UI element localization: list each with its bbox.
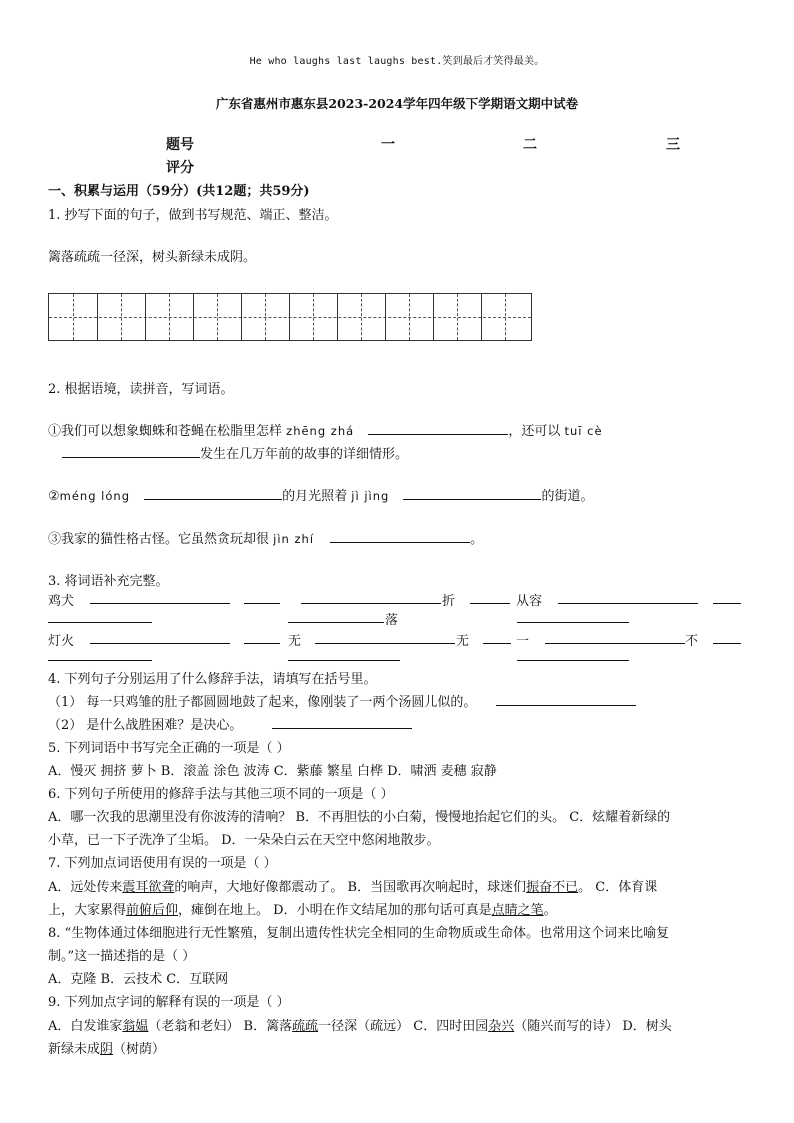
answer-blank[interactable] (713, 603, 741, 604)
q7-underlined-word: 震耳欲聋 (122, 880, 175, 895)
q8-prompt: 8. “生物体通过体细胞进行无性繁殖，复制出遗传性状完全相同的生命物质或生命体。也常用这个词来比喻复 (48, 926, 670, 941)
q7-text: ，瘫倒在地上。 D．小明在作文结尾加的那句话可真是 (178, 903, 492, 918)
q2-item-2-text-b: 的月光照着 (282, 489, 348, 504)
q2-item-1-line-1 (48, 420, 603, 439)
q3-word-bu: 不 (685, 634, 699, 649)
q2-item-1-line-2 (62, 443, 408, 462)
answer-blank[interactable] (545, 643, 685, 644)
q4-sentence-2: （2） 是什么战胜困难？是决心。 (48, 718, 243, 733)
answer-blank[interactable] (330, 529, 470, 543)
q3-word-wu-2: 无 (456, 634, 470, 649)
q2-item-1-text-a: ①我们可以想象蜘蛛和苍蝇在松脂里怎样 (48, 424, 283, 439)
q7-text: 。 C．体育课 (578, 880, 658, 895)
score-table-header-label: 题号 (166, 137, 194, 153)
q3-word-denghuo: 灯火 (48, 634, 75, 649)
q9-underlined-word: 阴 (100, 1042, 114, 1057)
q2-item-2-pinyin-1: méng lóng (59, 489, 130, 503)
q7-text: 上，大家累得 (48, 903, 127, 918)
answer-blank[interactable] (713, 643, 741, 644)
q2-item-2 (48, 485, 593, 504)
q6-options-line-1: A．哪一次我的思潮里没有你波涛的清响？ B．不再胆怯的小白菊，慢慢地抬起它们的头。 C．炫耀着新绿的 (48, 810, 671, 825)
q9-text: A．白发谁家 (48, 1019, 123, 1034)
q5-prompt: 5. 下列词语中书写完全正确的一项是（ ） (48, 741, 290, 756)
q9-underlined-word: 翁媪 (122, 1019, 149, 1034)
answer-blank[interactable] (48, 660, 152, 661)
answer-blank[interactable] (244, 603, 280, 604)
q2-item-1-text-b: ，还可以 (508, 424, 561, 439)
q3-word-yi: 一 (516, 634, 530, 649)
score-table-col-2: 二 (523, 137, 537, 153)
answer-blank[interactable] (90, 643, 230, 644)
q7-options-line-2 (48, 899, 557, 918)
q7-prompt: 7. 下列加点词语使用有误的一项是（ ） (48, 856, 277, 871)
answer-blank[interactable] (496, 705, 636, 706)
q9-text: （老翁和老妇） B．篱落 (148, 1019, 293, 1034)
answer-blank[interactable] (368, 421, 508, 435)
answer-blank[interactable] (62, 444, 200, 458)
answer-blank[interactable] (144, 486, 282, 500)
q1-prompt: 1. 抄写下面的句子，做到书写规范、端正、整洁。 (48, 208, 338, 223)
q4-prompt: 4. 下列句子分别运用了什么修辞手法，请填写在括号里。 (48, 672, 377, 687)
q9-text: 一径深（疏远） C．四时田园 (318, 1019, 489, 1034)
q5-options: A．慢灭 拥挤 萝卜 B．滚盖 涂色 波涛 C．紫藤 繁星 白桦 D．啸洒 麦穗 寂静 (48, 764, 497, 779)
answer-blank[interactable] (403, 486, 541, 500)
q2-item-1-pinyin-2: tuī cè (564, 424, 603, 438)
q2-item-1-text-c: 发生在几万年前的故事的详细情形。 (200, 447, 409, 462)
q2-item-1-pinyin-1: zhēng zhá (286, 424, 355, 438)
q6-prompt: 6. 下列句子所使用的修辞手法与其他三项不同的一项是（ ） (48, 787, 394, 802)
q9-options-line-2 (48, 1038, 165, 1057)
q3-word-luo: 落 (385, 613, 399, 628)
q2-item-2-pinyin-2: jì jìng (351, 489, 390, 503)
q9-text: （随兴而写的诗） D．树头 (514, 1019, 672, 1034)
page-motto: He who laughs last laughs best.笑到最后才笑得最美。 (249, 56, 545, 67)
q4-sentence-1: （1） 每一只鸡雏的肚子都圆圆地鼓了起来，像刚装了一两个汤圆儿似的。 (48, 695, 477, 710)
answer-blank[interactable] (517, 622, 629, 623)
q3-word-zhe: 折 (442, 594, 456, 609)
q3-word-wu-1: 无 (288, 634, 302, 649)
answer-blank[interactable] (558, 603, 698, 604)
q9-options-line-1 (48, 1015, 672, 1034)
answer-blank[interactable] (48, 622, 152, 623)
q9-underlined-word: 杂兴 (488, 1019, 515, 1034)
q2-item-3-text-b: 。 (470, 532, 484, 547)
q2-item-3-text-a: ③我家的猫性格古怪。它虽然贪玩却很 (48, 532, 270, 547)
exam-title: 广东省惠州市惠东县2023-2024学年四年级下学期语文期中试卷 (215, 96, 579, 111)
q1-sentence: 篱落疏疏一径深，树头新绿未成阴。 (48, 250, 257, 265)
answer-blank[interactable] (470, 603, 510, 604)
q9-text: （树荫） (113, 1042, 166, 1057)
answer-blank[interactable] (288, 622, 384, 623)
q2-item-2-text-c: 的街道。 (541, 489, 594, 504)
answer-blank[interactable] (301, 603, 441, 604)
q7-underlined-word: 点睛之笔 (491, 903, 544, 918)
q3-prompt: 3. 将词语补充完整。 (48, 574, 169, 589)
q7-text: A．远处传来 (48, 880, 123, 895)
q7-text: 。 (543, 903, 557, 918)
q8-prompt-line-2: 制。”这一描述指的是（ ） (48, 949, 196, 964)
answer-blank[interactable] (483, 643, 511, 644)
q9-text: 新绿未成 (48, 1042, 101, 1057)
q2-prompt: 2. 根据语境，读拼音，写词语。 (48, 382, 234, 397)
score-table-row-label: 评分 (166, 160, 194, 176)
q2-item-3-pinyin: jìn zhí (273, 532, 315, 546)
answer-blank[interactable] (244, 643, 280, 644)
section-1-header: 一、积累与运用（59分）(共12题；共59分) (48, 184, 310, 199)
q2-item-3 (48, 528, 483, 547)
answer-blank[interactable] (272, 728, 412, 729)
q7-underlined-word: 前俯后仰 (126, 903, 179, 918)
q7-options-line-1 (48, 876, 657, 895)
q2-item-2-text-a: ② (48, 489, 60, 504)
q6-options-line-2: 小草，已一下子洗净了尘垢。 D．一朵朵白云在天空中悠闲地散步。 (48, 833, 440, 848)
q3-word-congrong: 从容 (516, 594, 543, 609)
q9-prompt: 9. 下列加点字词的解释有误的一项是（ ） (48, 995, 290, 1010)
writing-grid[interactable] (48, 293, 532, 341)
score-table-col-3: 三 (666, 137, 680, 153)
answer-blank[interactable] (90, 603, 230, 604)
q7-underlined-word: 振奋不已 (526, 880, 579, 895)
q7-text: 的响声，大地好像都震动了。 B．当国歌再次响起时，球迷们 (174, 880, 527, 895)
answer-blank[interactable] (315, 643, 455, 644)
q8-options: A．克隆 B．云技术 C．互联网 (48, 972, 229, 987)
q9-underlined-word: 疏疏 (292, 1019, 319, 1034)
answer-blank[interactable] (288, 660, 400, 661)
q3-word-jiquan: 鸡犬 (48, 594, 75, 609)
answer-blank[interactable] (517, 660, 629, 661)
score-table-col-1: 一 (381, 137, 395, 153)
